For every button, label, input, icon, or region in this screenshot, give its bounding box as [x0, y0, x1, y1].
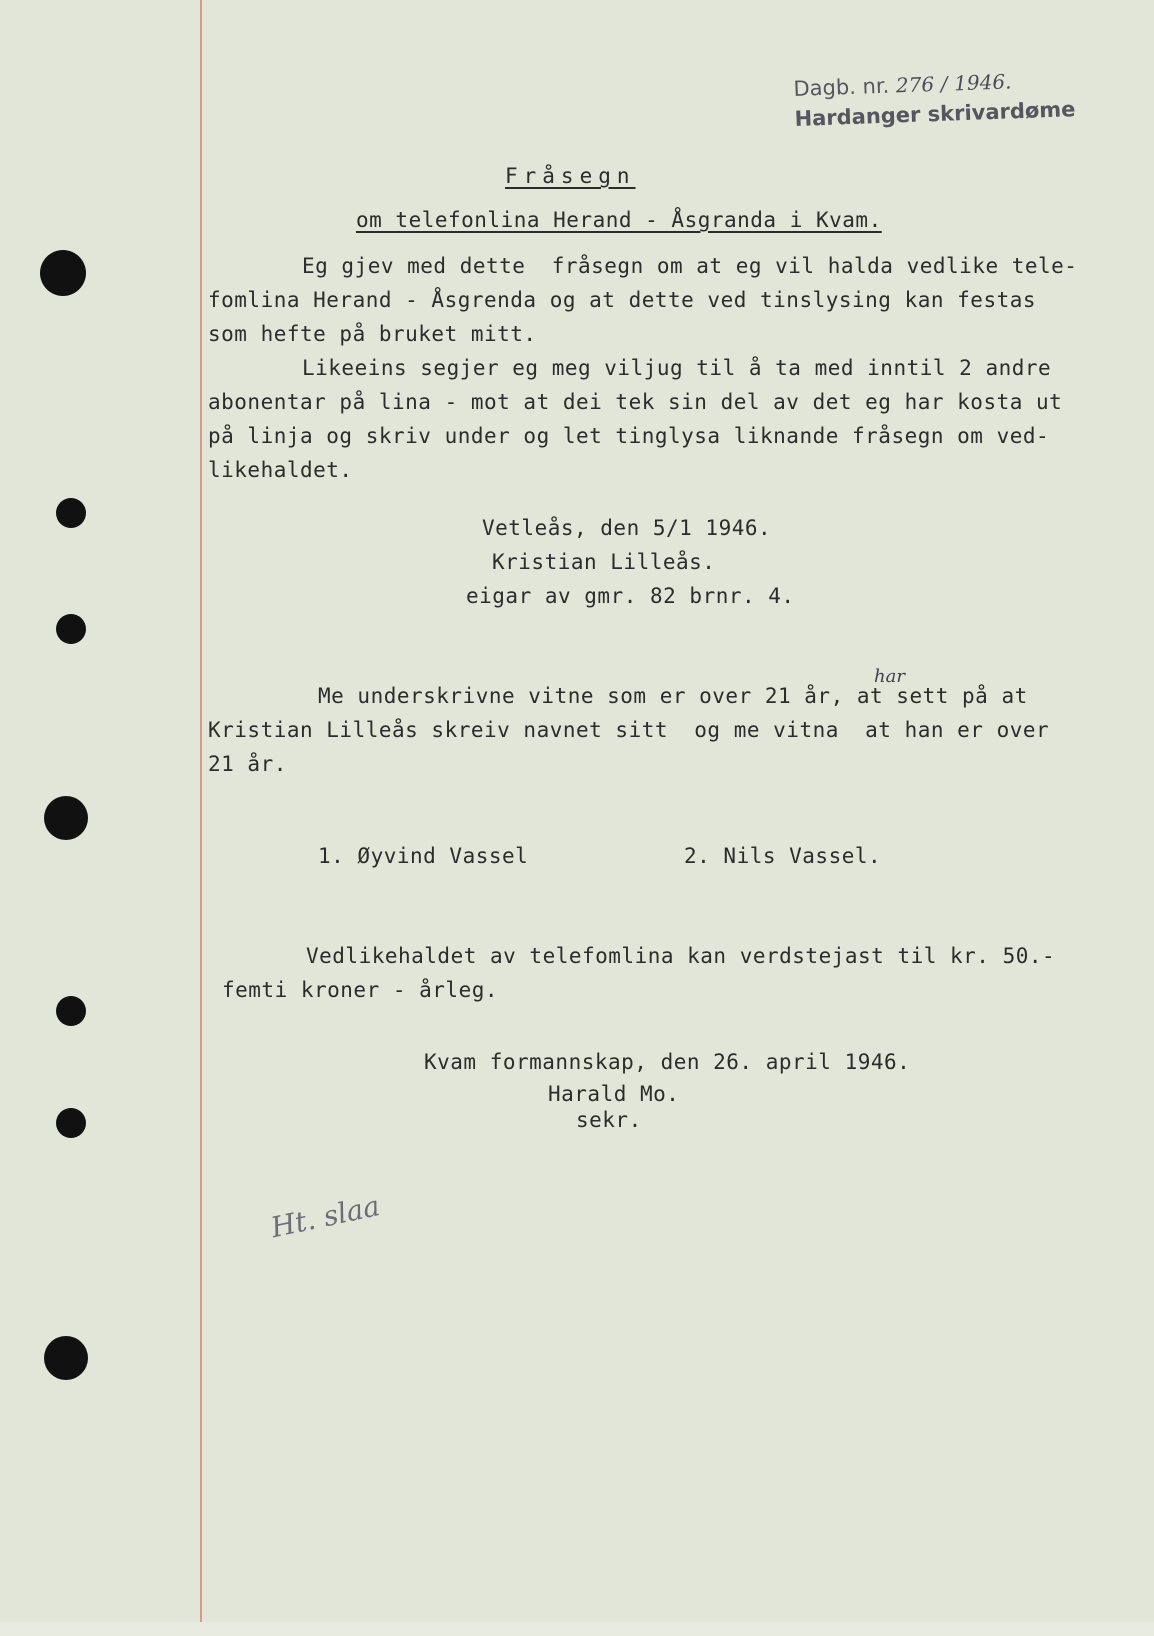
- handwritten-signature: Ht. slaa: [268, 1189, 383, 1245]
- document-subtitle: om telefonlina Herand - Åsgranda i Kvam.: [356, 208, 882, 232]
- witness-line-1: Me underskrivne vitne som er over 21 år, at sett på at: [318, 684, 1028, 708]
- para2-line-4: likehaldet.: [208, 458, 353, 482]
- punch-hole-icon: [40, 250, 86, 296]
- para1-line-2: fomlina Herand - Åsgrenda og at dette ved tinslysing kan festas: [208, 288, 1037, 312]
- witness-1: 1. Øyvind Vassel: [318, 844, 529, 868]
- owner-property: eigar av gmr. 82 brnr. 4.: [466, 584, 795, 608]
- red-margin-line: [200, 0, 202, 1636]
- para1-line-3: som hefte på bruket mitt.: [208, 322, 537, 346]
- valuation-line-2: femti kroner - årleg.: [222, 978, 499, 1002]
- council-title: sekr.: [576, 1108, 642, 1132]
- registry-stamp: [793, 64, 1076, 134]
- witness-line-3: 21 år.: [208, 752, 287, 776]
- witness-2: 2. Nils Vassel.: [684, 844, 882, 868]
- document-title: Fråsegn: [505, 164, 636, 188]
- para1-line-1: Eg gjev med dette fråsegn om at eg vil halda vedlike tele-: [302, 254, 1078, 278]
- stamp-prefix: Dagb. nr.: [793, 73, 890, 101]
- witness-insert-handwritten: har: [874, 666, 905, 687]
- page-bottom-edge: [0, 1622, 1154, 1636]
- valuation-line-1: Vedlikehaldet av telefomlina kan verdstejast til kr. 50.-: [306, 944, 1056, 968]
- punch-hole-icon: [56, 996, 86, 1026]
- punch-hole-icon: [44, 1336, 88, 1380]
- place-date: Vetleås, den 5/1 1946.: [482, 516, 772, 540]
- stamp-year: 1946.: [953, 69, 1012, 96]
- para2-line-2: abonentar på lina - mot at dei tek sin del av det eg har kosta ut: [208, 390, 1063, 414]
- para2-line-3: på linja og skriv under og let tinglysa liknande fråsegn om ved-: [208, 424, 1050, 448]
- para2-line-1: Likeeins segjer eg meg viljug til å ta med inntil 2 andre: [302, 356, 1052, 380]
- stamp-office: Hardanger skrivardøme: [794, 97, 1076, 131]
- owner-name: Kristian Lilleås.: [492, 550, 716, 574]
- stamp-number: 276: [895, 72, 935, 98]
- punch-hole-icon: [44, 796, 88, 840]
- council-signer: Harald Mo.: [548, 1082, 680, 1106]
- stamp-separator: /: [940, 71, 948, 96]
- council-place-date: Kvam formannskap, den 26. april 1946.: [424, 1050, 911, 1074]
- punch-hole-icon: [56, 614, 86, 644]
- punch-hole-icon: [56, 1108, 86, 1138]
- witness-line-2: Kristian Lilleås skreiv navnet sitt og me vitna at han er over: [208, 718, 1050, 742]
- punch-hole-icon: [56, 498, 86, 528]
